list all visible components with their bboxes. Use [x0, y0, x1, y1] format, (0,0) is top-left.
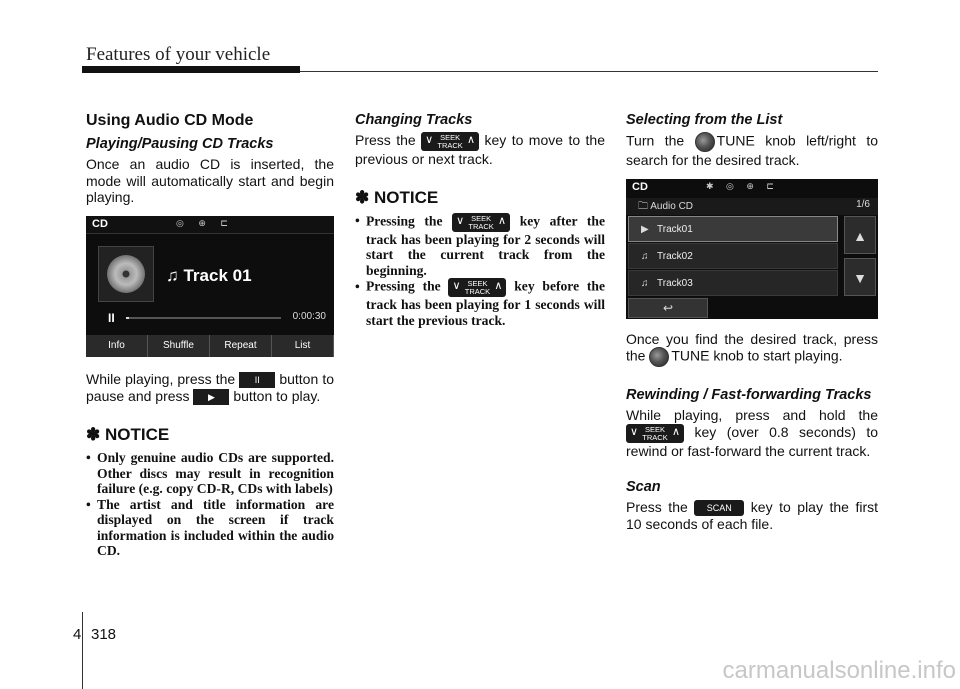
subsection-title-playing: Playing/Pausing CD Tracks: [86, 136, 274, 152]
subsection-title-changing: Changing Tracks: [355, 112, 473, 128]
shuffle-button[interactable]: Shuffle: [148, 335, 210, 357]
screen-button-bar: [86, 335, 334, 357]
scroll-arrows: [844, 216, 876, 300]
music-note-icon: ♫: [641, 277, 649, 289]
footer-divider: [82, 612, 83, 689]
column-2: [355, 108, 605, 328]
scroll-down-button[interactable]: ▼: [844, 258, 876, 296]
back-button[interactable]: ↩: [628, 298, 708, 318]
track-list: [628, 216, 838, 297]
header-bar: [82, 66, 300, 73]
list-item[interactable]: ▶ Track01: [628, 216, 838, 242]
play-time: 0:00:30: [292, 310, 326, 322]
album-art: [98, 246, 154, 302]
page-indicator: 1/6: [856, 198, 870, 210]
page-number: [73, 626, 116, 643]
column-1: [86, 108, 334, 559]
subsection-title-scan: Scan: [626, 479, 661, 495]
scan-key-icon: SCAN: [694, 500, 744, 516]
seek-track-key-icon: ∨ SEEK TRACK ∧: [452, 213, 510, 232]
header-rule: [300, 71, 878, 72]
tune-knob-icon: [695, 132, 715, 152]
pause-text-3: button to play.: [233, 387, 321, 404]
scroll-up-button[interactable]: ▲: [844, 216, 876, 254]
notice-title: ✽ NOTICE: [86, 425, 170, 445]
disc-icon: [107, 255, 145, 293]
folder-label: 🗀 Audio CD: [638, 200, 694, 212]
pause-icon[interactable]: II: [108, 310, 115, 325]
body-text: Once an audio CD is inserted, the mode will automatically start and begin playing.: [86, 156, 334, 205]
pause-text-2: button to pause and press: [86, 370, 334, 404]
seek-track-key-icon: ∨ SEEK TRACK ∧: [626, 424, 684, 443]
section-title: Using Audio CD Mode: [86, 112, 254, 129]
pause-key-icon: II: [239, 372, 275, 388]
notice-item: • Pressing the ∨ SEEK TRACK ∧ key after the track has been playing for 2 seconds will start the current track from the beginning.: [355, 213, 606, 278]
seek-track-key-icon: ∨ SEEK TRACK ∧: [448, 278, 506, 297]
notice-item: • Only genuine audio CDs are supported. Other discs may result in recognition failure (e.g. copy CD-R, CDs with labels): [86, 450, 334, 497]
list-item[interactable]: ♫ Track03: [628, 270, 838, 296]
notice-list: [86, 450, 334, 559]
watermark: carmanualsonline.info: [722, 657, 956, 684]
pause-text-1: While playing, press the: [86, 370, 236, 387]
page-header-title: Features of your vehicle: [86, 44, 271, 65]
status-icons: ✱ ◎ ⊕ ⊏: [706, 180, 779, 191]
progress-fill: [126, 317, 129, 319]
rewind-text: While playing, press and hold the ∨ SEEK TRACK ∧ key (over 0.8 seconds) to rewind or fast-forward the current track.: [626, 407, 879, 459]
chapter-number: 4: [73, 626, 82, 643]
track-title: ♫ Track 01: [166, 265, 252, 285]
scan-text: Press the SCAN key to play the first 10 seconds of each file.: [626, 499, 879, 533]
subsection-title-list: Selecting from the List: [626, 112, 783, 128]
pause-instruction: [86, 371, 334, 406]
progress-bar: [126, 317, 281, 319]
info-button[interactable]: Info: [86, 335, 148, 357]
screen-status-bar: [86, 216, 334, 234]
notice-title: ✽ NOTICE: [355, 187, 439, 207]
subsection-title-rewind: Rewinding / Fast-forwarding Tracks: [626, 387, 872, 403]
cd-playback-screen: [86, 216, 334, 357]
mode-label: CD: [632, 180, 648, 193]
seek-track-key-icon: ∨ SEEK TRACK ∧: [421, 132, 479, 151]
notice-item: • Pressing the ∨ SEEK TRACK ∧ key before the track has been playing for 1 seconds will start the previous track.: [355, 278, 606, 328]
tune-knob-icon: [649, 347, 669, 367]
notice-item: • The artist and title information are displayed on the screen if track information is included within the audio CD.: [86, 496, 334, 559]
notice-list: [355, 213, 605, 329]
column-3: [626, 108, 878, 533]
folder-row: [626, 198, 878, 215]
play-key-icon: ▶: [193, 389, 229, 405]
play-icon: ▶: [641, 223, 649, 235]
page-number-value: 318: [91, 626, 117, 643]
music-note-icon: ♫: [641, 250, 649, 262]
changing-tracks-text: Press the ∨ SEEK TRACK ∧ key to move to the previous or next track.: [355, 132, 606, 167]
list-text: Turn the TUNE knob left/right to search for the desired track.: [626, 132, 879, 168]
list-button[interactable]: List: [272, 335, 334, 357]
repeat-button[interactable]: Repeat: [210, 335, 272, 357]
cd-list-screen: [626, 179, 878, 319]
mode-label: CD: [92, 217, 108, 230]
list-item[interactable]: ♫ Track02: [628, 243, 838, 269]
status-icons: ◎ ⊕ ⊏: [176, 217, 234, 228]
find-track-text: Once you find the desired track, press the TUNE knob to start playing.: [626, 331, 878, 368]
